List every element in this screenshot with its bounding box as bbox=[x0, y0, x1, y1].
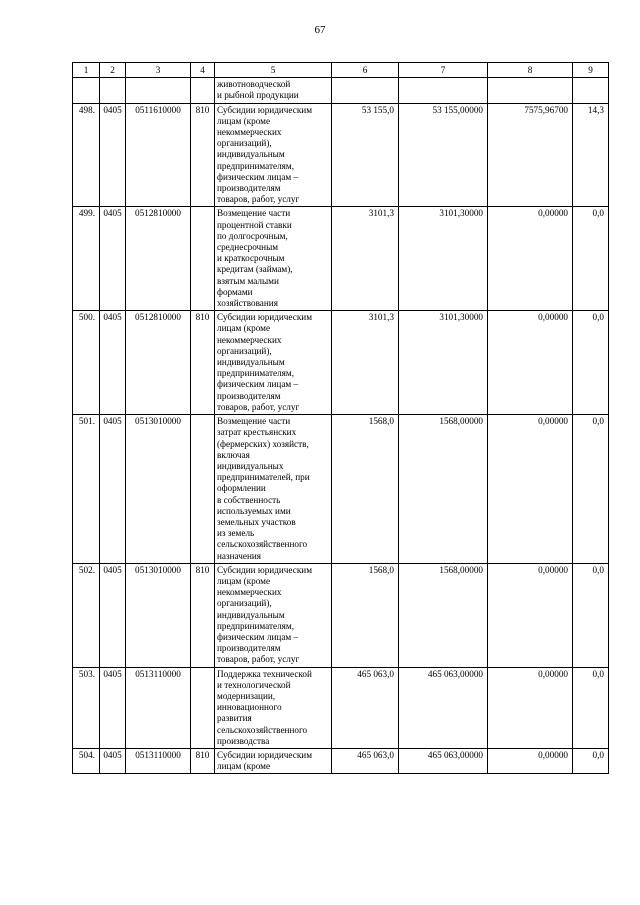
executed-amount: 0,00000 bbox=[488, 207, 573, 311]
execution-percent: 0,0 bbox=[573, 207, 609, 311]
expense-type-code bbox=[191, 207, 215, 311]
section-code: 0405 bbox=[100, 748, 126, 773]
plan-amount: 1568,0 bbox=[332, 563, 399, 667]
target-code: 0512810000 bbox=[126, 311, 191, 415]
refined-amount: 465 063,00000 bbox=[399, 667, 488, 748]
page-number: 67 bbox=[314, 24, 326, 36]
item-name: Субсидии юридическим лицам (кроме некоммерческих организаций), индивидуальным предпринимателям, физическим лицам – производителям товаров, работ, услуг bbox=[215, 311, 332, 415]
header-row bbox=[73, 63, 609, 78]
plan-amount: 465 063,0 bbox=[332, 748, 399, 773]
plan-amount: 465 063,0 bbox=[332, 667, 399, 748]
table-row bbox=[73, 78, 609, 103]
expense-type-code: 810 bbox=[191, 103, 215, 207]
table-row bbox=[73, 311, 609, 415]
execution-percent: 0,0 bbox=[573, 748, 609, 773]
row-number: 500. bbox=[73, 311, 100, 415]
target-code: 0512810000 bbox=[126, 207, 191, 311]
table-row bbox=[73, 415, 609, 564]
column-header-7: 7 bbox=[399, 63, 488, 78]
row-number: 504. bbox=[73, 748, 100, 773]
section-code: 0405 bbox=[100, 563, 126, 667]
budget-table bbox=[72, 62, 609, 774]
section-code: 0405 bbox=[100, 207, 126, 311]
refined-amount: 1568,00000 bbox=[399, 415, 488, 564]
column-header-5: 5 bbox=[215, 63, 332, 78]
row-number: 499. bbox=[73, 207, 100, 311]
expense-type-code: 810 bbox=[191, 563, 215, 667]
expense-type-code: 810 bbox=[191, 748, 215, 773]
section-code: 0405 bbox=[100, 415, 126, 564]
table-row bbox=[73, 748, 609, 773]
table-row bbox=[73, 667, 609, 748]
executed-amount: 0,00000 bbox=[488, 311, 573, 415]
execution-percent: 14,3 bbox=[573, 103, 609, 207]
table-row bbox=[73, 207, 609, 311]
item-name: Возмещение части затрат крестьянских (фермерских) хозяйств, включая индивидуальных предпринимателей, при оформлении в собственность используемых ими земельных участков из земель сельскохозяйственного назначения bbox=[215, 415, 332, 564]
refined-amount: 3101,30000 bbox=[399, 207, 488, 311]
item-name: Субсидии юридическим лицам (кроме некоммерческих организаций), индивидуальным предпринимателям, физическим лицам – производителям товаров, работ, услуг bbox=[215, 103, 332, 207]
section-code bbox=[100, 78, 126, 103]
executed-amount: 0,00000 bbox=[488, 748, 573, 773]
execution-percent: 0,0 bbox=[573, 667, 609, 748]
target-code: 0511610000 bbox=[126, 103, 191, 207]
refined-amount: 3101,30000 bbox=[399, 311, 488, 415]
column-header-6: 6 bbox=[332, 63, 399, 78]
executed-amount: 0,00000 bbox=[488, 563, 573, 667]
row-number: 498. bbox=[73, 103, 100, 207]
expense-type-code bbox=[191, 415, 215, 564]
row-number: 503. bbox=[73, 667, 100, 748]
execution-percent: 0,0 bbox=[573, 563, 609, 667]
expense-type-code: 810 bbox=[191, 311, 215, 415]
item-name: Субсидии юридическим лицам (кроме bbox=[215, 748, 332, 773]
executed-amount: 7575,96700 bbox=[488, 103, 573, 207]
refined-amount: 53 155,00000 bbox=[399, 103, 488, 207]
expense-type-code bbox=[191, 667, 215, 748]
target-code bbox=[126, 78, 191, 103]
column-header-1: 1 bbox=[73, 63, 100, 78]
execution-percent: 0,0 bbox=[573, 311, 609, 415]
item-name: животноводческой и рыбной продукции bbox=[215, 78, 332, 103]
plan-amount: 3101,3 bbox=[332, 207, 399, 311]
column-header-8: 8 bbox=[488, 63, 573, 78]
refined-amount: 1568,00000 bbox=[399, 563, 488, 667]
table-row bbox=[73, 103, 609, 207]
refined-amount: 465 063,00000 bbox=[399, 748, 488, 773]
plan-amount: 53 155,0 bbox=[332, 103, 399, 207]
row-number: 501. bbox=[73, 415, 100, 564]
item-name: Поддержка технической и технологической модернизации, инновационного развития сельскохозяйственного производства bbox=[215, 667, 332, 748]
plan-amount: 3101,3 bbox=[332, 311, 399, 415]
executed-amount bbox=[488, 78, 573, 103]
section-code: 0405 bbox=[100, 667, 126, 748]
expense-type-code bbox=[191, 78, 215, 103]
table-body bbox=[73, 78, 609, 774]
column-header-2: 2 bbox=[100, 63, 126, 78]
column-header-9: 9 bbox=[573, 63, 609, 78]
executed-amount: 0,00000 bbox=[488, 667, 573, 748]
target-code: 0513110000 bbox=[126, 667, 191, 748]
row-number: 502. bbox=[73, 563, 100, 667]
execution-percent bbox=[573, 78, 609, 103]
target-code: 0513110000 bbox=[126, 748, 191, 773]
column-header-4: 4 bbox=[191, 63, 215, 78]
executed-amount: 0,00000 bbox=[488, 415, 573, 564]
item-name: Возмещение части процентной ставки по долгосрочным, среднесрочным и краткосрочным кредитам (займам), взятым малыми формами хозяйствования bbox=[215, 207, 332, 311]
item-name: Субсидии юридическим лицам (кроме некоммерческих организаций), индивидуальным предпринимателям, физическим лицам – производителям товаров, работ, услуг bbox=[215, 563, 332, 667]
target-code: 0513010000 bbox=[126, 415, 191, 564]
execution-percent: 0,0 bbox=[573, 415, 609, 564]
plan-amount: 1568,0 bbox=[332, 415, 399, 564]
column-header-3: 3 bbox=[126, 63, 191, 78]
section-code: 0405 bbox=[100, 103, 126, 207]
refined-amount bbox=[399, 78, 488, 103]
section-code: 0405 bbox=[100, 311, 126, 415]
row-number bbox=[73, 78, 100, 103]
table-row bbox=[73, 563, 609, 667]
plan-amount bbox=[332, 78, 399, 103]
target-code: 0513010000 bbox=[126, 563, 191, 667]
